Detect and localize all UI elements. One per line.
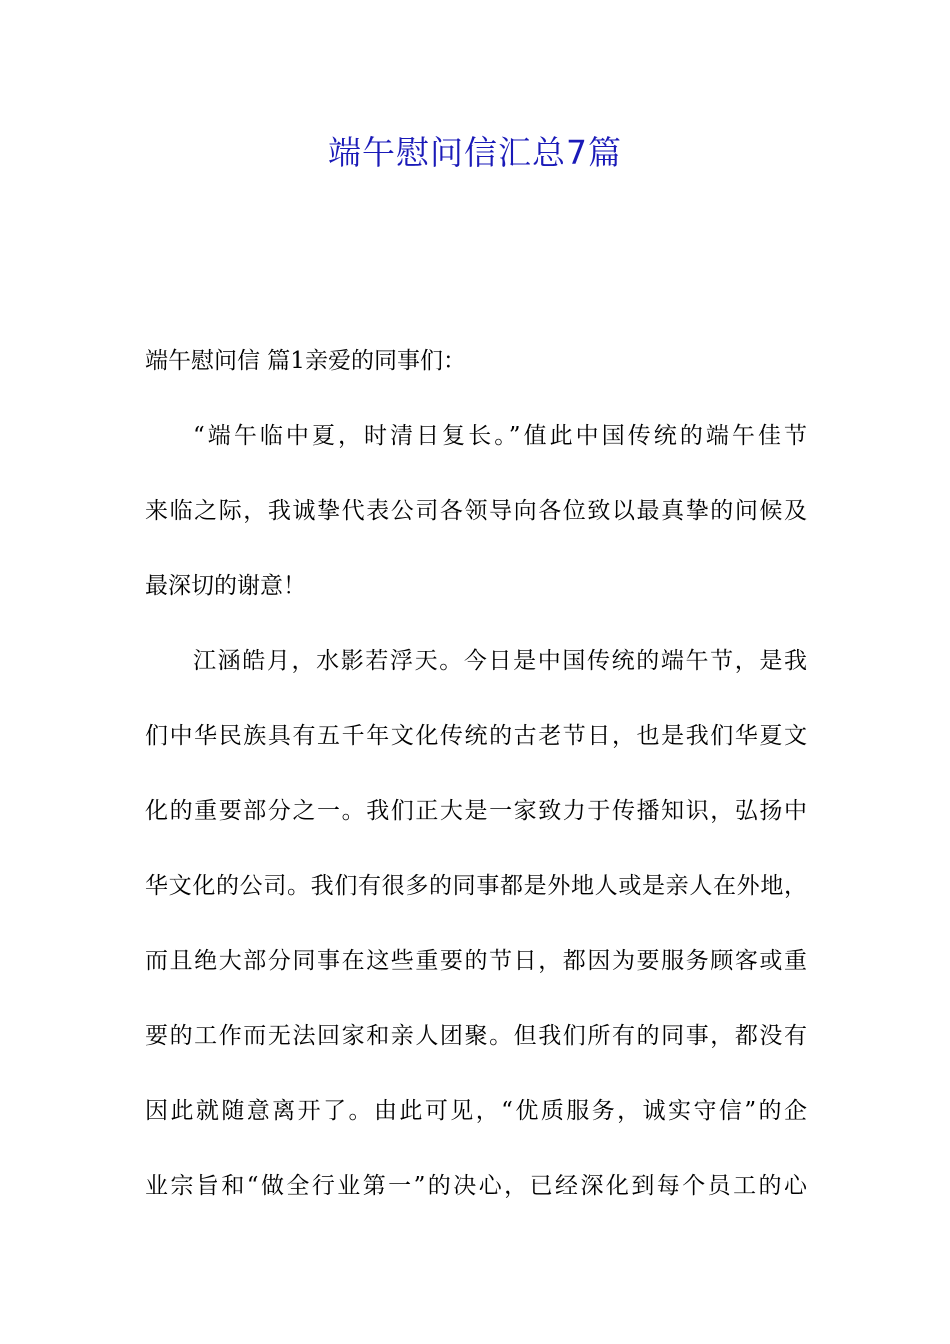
paragraph-line: “端午临中夏，时清日复长。”值此中国传统的端午佳节: [193, 423, 807, 449]
document-title: 端午慰问信汇总7篇: [328, 133, 622, 172]
paragraph-line: 来临之际，我诚挚代表公司各领导向各位致以最真挚的问候及: [145, 498, 807, 524]
paragraph-line: 华文化的公司。我们有很多的同事都是外地人或是亲人在外地，: [145, 873, 807, 899]
paragraph-line: 们中华民族具有五千年文化传统的古老节日，也是我们华夏文: [145, 723, 807, 749]
salutation-line: 端午慰问信 篇1亲爱的同事们：: [145, 348, 466, 374]
paragraph-line: 最深切的谢意！: [145, 573, 306, 599]
paragraph-line: 要的工作而无法回家和亲人团聚。但我们所有的同事，都没有: [145, 1023, 807, 1049]
paragraph-line: 江涵皓月，水影若浮天。今日是中国传统的端午节，是我: [193, 648, 807, 674]
paragraph-line: 而且绝大部分同事在这些重要的节日，都因为要服务顾客或重: [145, 948, 807, 974]
document-body: [145, 338, 807, 1238]
paragraph-line: 化的重要部分之一。我们正大是一家致力于传播知识，弘扬中: [145, 798, 807, 824]
paragraph-line: 业宗旨和“做全行业第一”的决心，已经深化到每个员工的心: [145, 1173, 807, 1199]
paragraph-line: 因此就随意离开了。由此可见，“优质服务，诚实守信”的企: [145, 1098, 807, 1124]
